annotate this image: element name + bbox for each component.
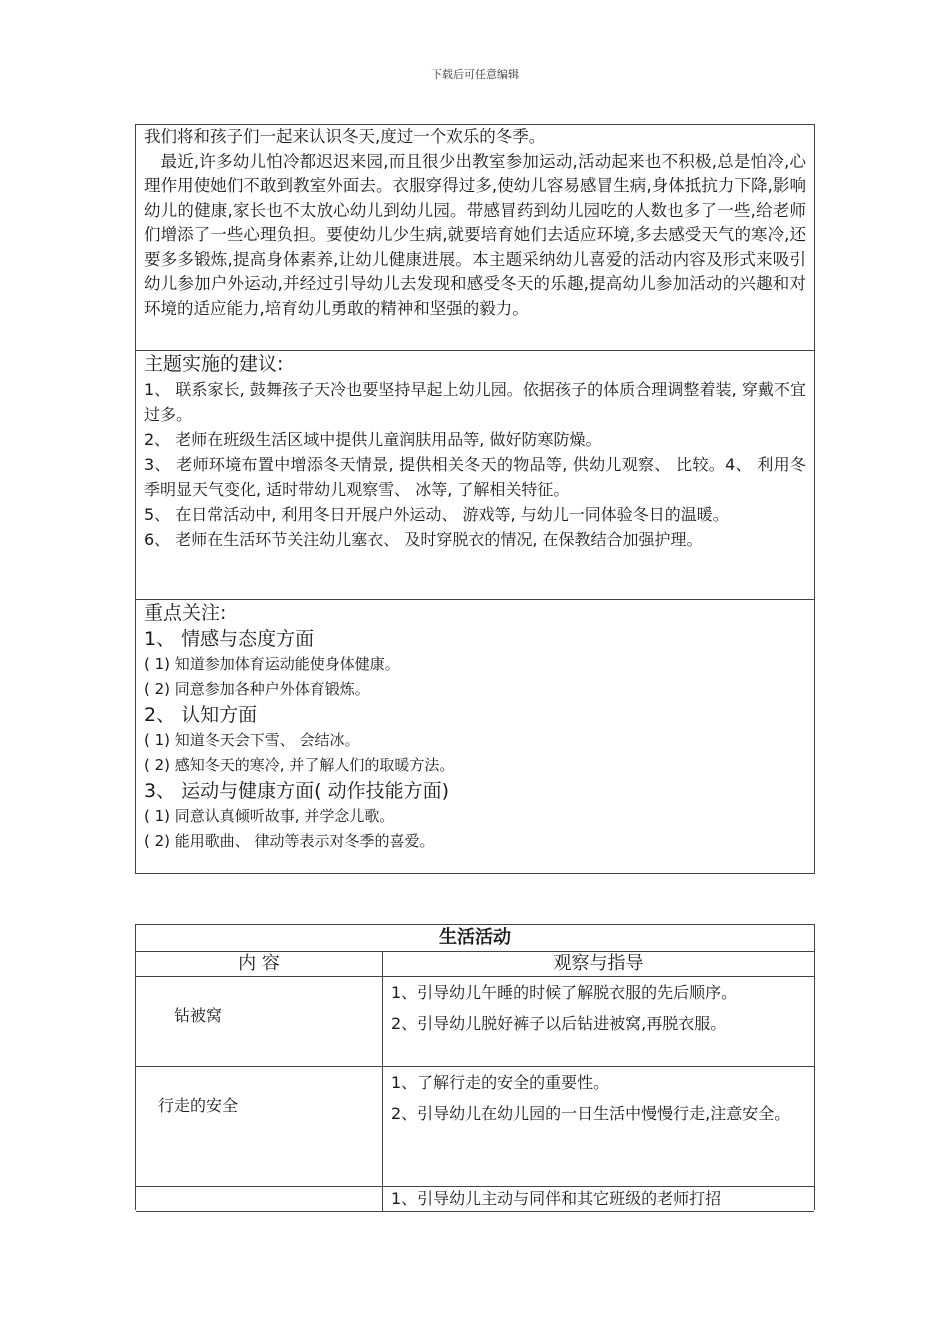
column-header-guide: 观察与指导 [553, 953, 644, 974]
guide-item: 2、引导幼儿脱好裤子以后钻进被窝,再脱衣服。 [391, 1014, 727, 1033]
table-row [136, 977, 814, 1067]
focus-item: ( 2) 感知冬天的寒冷, 并了解人们的取暖方法。 [144, 756, 455, 774]
column-header-content: 内 容 [136, 952, 383, 976]
focus-section [136, 600, 814, 854]
table-row [136, 1187, 814, 1212]
suggestion-item: 5、 在日常活动中, 利用冬日开展户外运动、 游戏等, 与幼儿一同体验冬日的温暖。 [144, 505, 729, 524]
focus-heading: 2、 认知方面 [144, 704, 258, 726]
table-header-row [136, 952, 814, 977]
activity-name: 钻被窝 [174, 1006, 223, 1025]
suggestions-title: 主题实施的建议: [144, 353, 284, 375]
life-table-title: 生活活动 [136, 925, 814, 952]
focus-item: ( 2) 同意参加各种户外体育锻炼。 [144, 680, 370, 698]
intro-paragraph: 最近,许多幼儿怕冷都迟迟来园,而且很少出教室参加运动,活动起来也不积极,总是怕冷,心理作用使她们不敢到教室外面去。衣服穿得过多,使幼儿容易感冒生病,身体抵抗力下降,影响幼儿的健康,家长也不太放心幼儿到幼儿园。带感冒药到幼儿园吃的人数也多了一些,给老师们增添了一些心理负担。要使幼儿少生病,就要培育她们去适应环境,多去感受天气的寒冷,还要多多锻炼,提高身体素养,让幼儿健康进展。本主题采纳幼儿喜爱的活动内容及形式来吸引幼儿参加户外运动,并经过引导幼儿去发现和感受冬天的乐趣,提高幼儿参加活动的兴趣和对环境的适应能力,培育幼儿勇敢的精神和坚强的毅力。 [144, 151, 806, 318]
focus-item: ( 1) 同意认真倾听故事, 并学念儿歌。 [144, 807, 395, 825]
theme-table [135, 124, 815, 874]
suggestion-item: 1、 联系家长, 鼓舞孩子天冷也要坚持早起上幼儿园。依据孩子的体质合理调整着装, 穿戴不宜过多。 [144, 380, 806, 424]
intro-section [136, 125, 814, 351]
focus-heading: 3、 运动与健康方面( 动作技能方面) [144, 780, 449, 802]
focus-heading: 1、 情感与态度方面 [144, 628, 315, 650]
suggestion-item: 6、 老师在生活环节关注幼儿塞衣、 及时穿脱衣的情况, 在保教结合加强护理。 [144, 530, 703, 549]
header-note: 下载后可任意编辑 [431, 68, 519, 81]
guide-item: 2、引导幼儿在幼儿园的一日生活中慢慢行走,注意安全。 [391, 1104, 791, 1123]
suggestion-item: 2、 老师在班级生活区域中提供儿童润肤用品等, 做好防寒防燥。 [144, 430, 602, 449]
focus-item: ( 1) 知道参加体育运动能使身体健康。 [144, 655, 400, 673]
focus-item: ( 1) 知道冬天会下雪、 会结冰。 [144, 731, 360, 749]
guide-item: 1、引导幼儿午睡的时候了解脱衣服的先后顺序。 [391, 983, 738, 1002]
activity-name: 行走的安全 [158, 1096, 239, 1115]
suggestion-item: 3、 老师环境布置中增添冬天情景, 提供相关冬天的物品等, 供幼儿观察、 比较。4、 利用冬季明显天气变化, 适时带幼儿观察雪、 冰等, 了解相关特征。 [144, 455, 806, 499]
focus-item: ( 2) 能用歌曲、 律动等表示对冬季的喜爱。 [144, 832, 435, 850]
guide-item: 1、了解行走的安全的重要性。 [391, 1073, 610, 1092]
focus-title: 重点关注: [144, 602, 227, 624]
guide-item: 1、引导幼儿主动与同伴和其它班级的老师打招 [391, 1189, 722, 1208]
table-row [136, 1067, 814, 1187]
intro-line: 我们将和孩子们一起来认识冬天,度过一个欢乐的冬季。 [144, 127, 546, 146]
life-activity-table [135, 924, 815, 1210]
suggestions-section [136, 351, 814, 600]
